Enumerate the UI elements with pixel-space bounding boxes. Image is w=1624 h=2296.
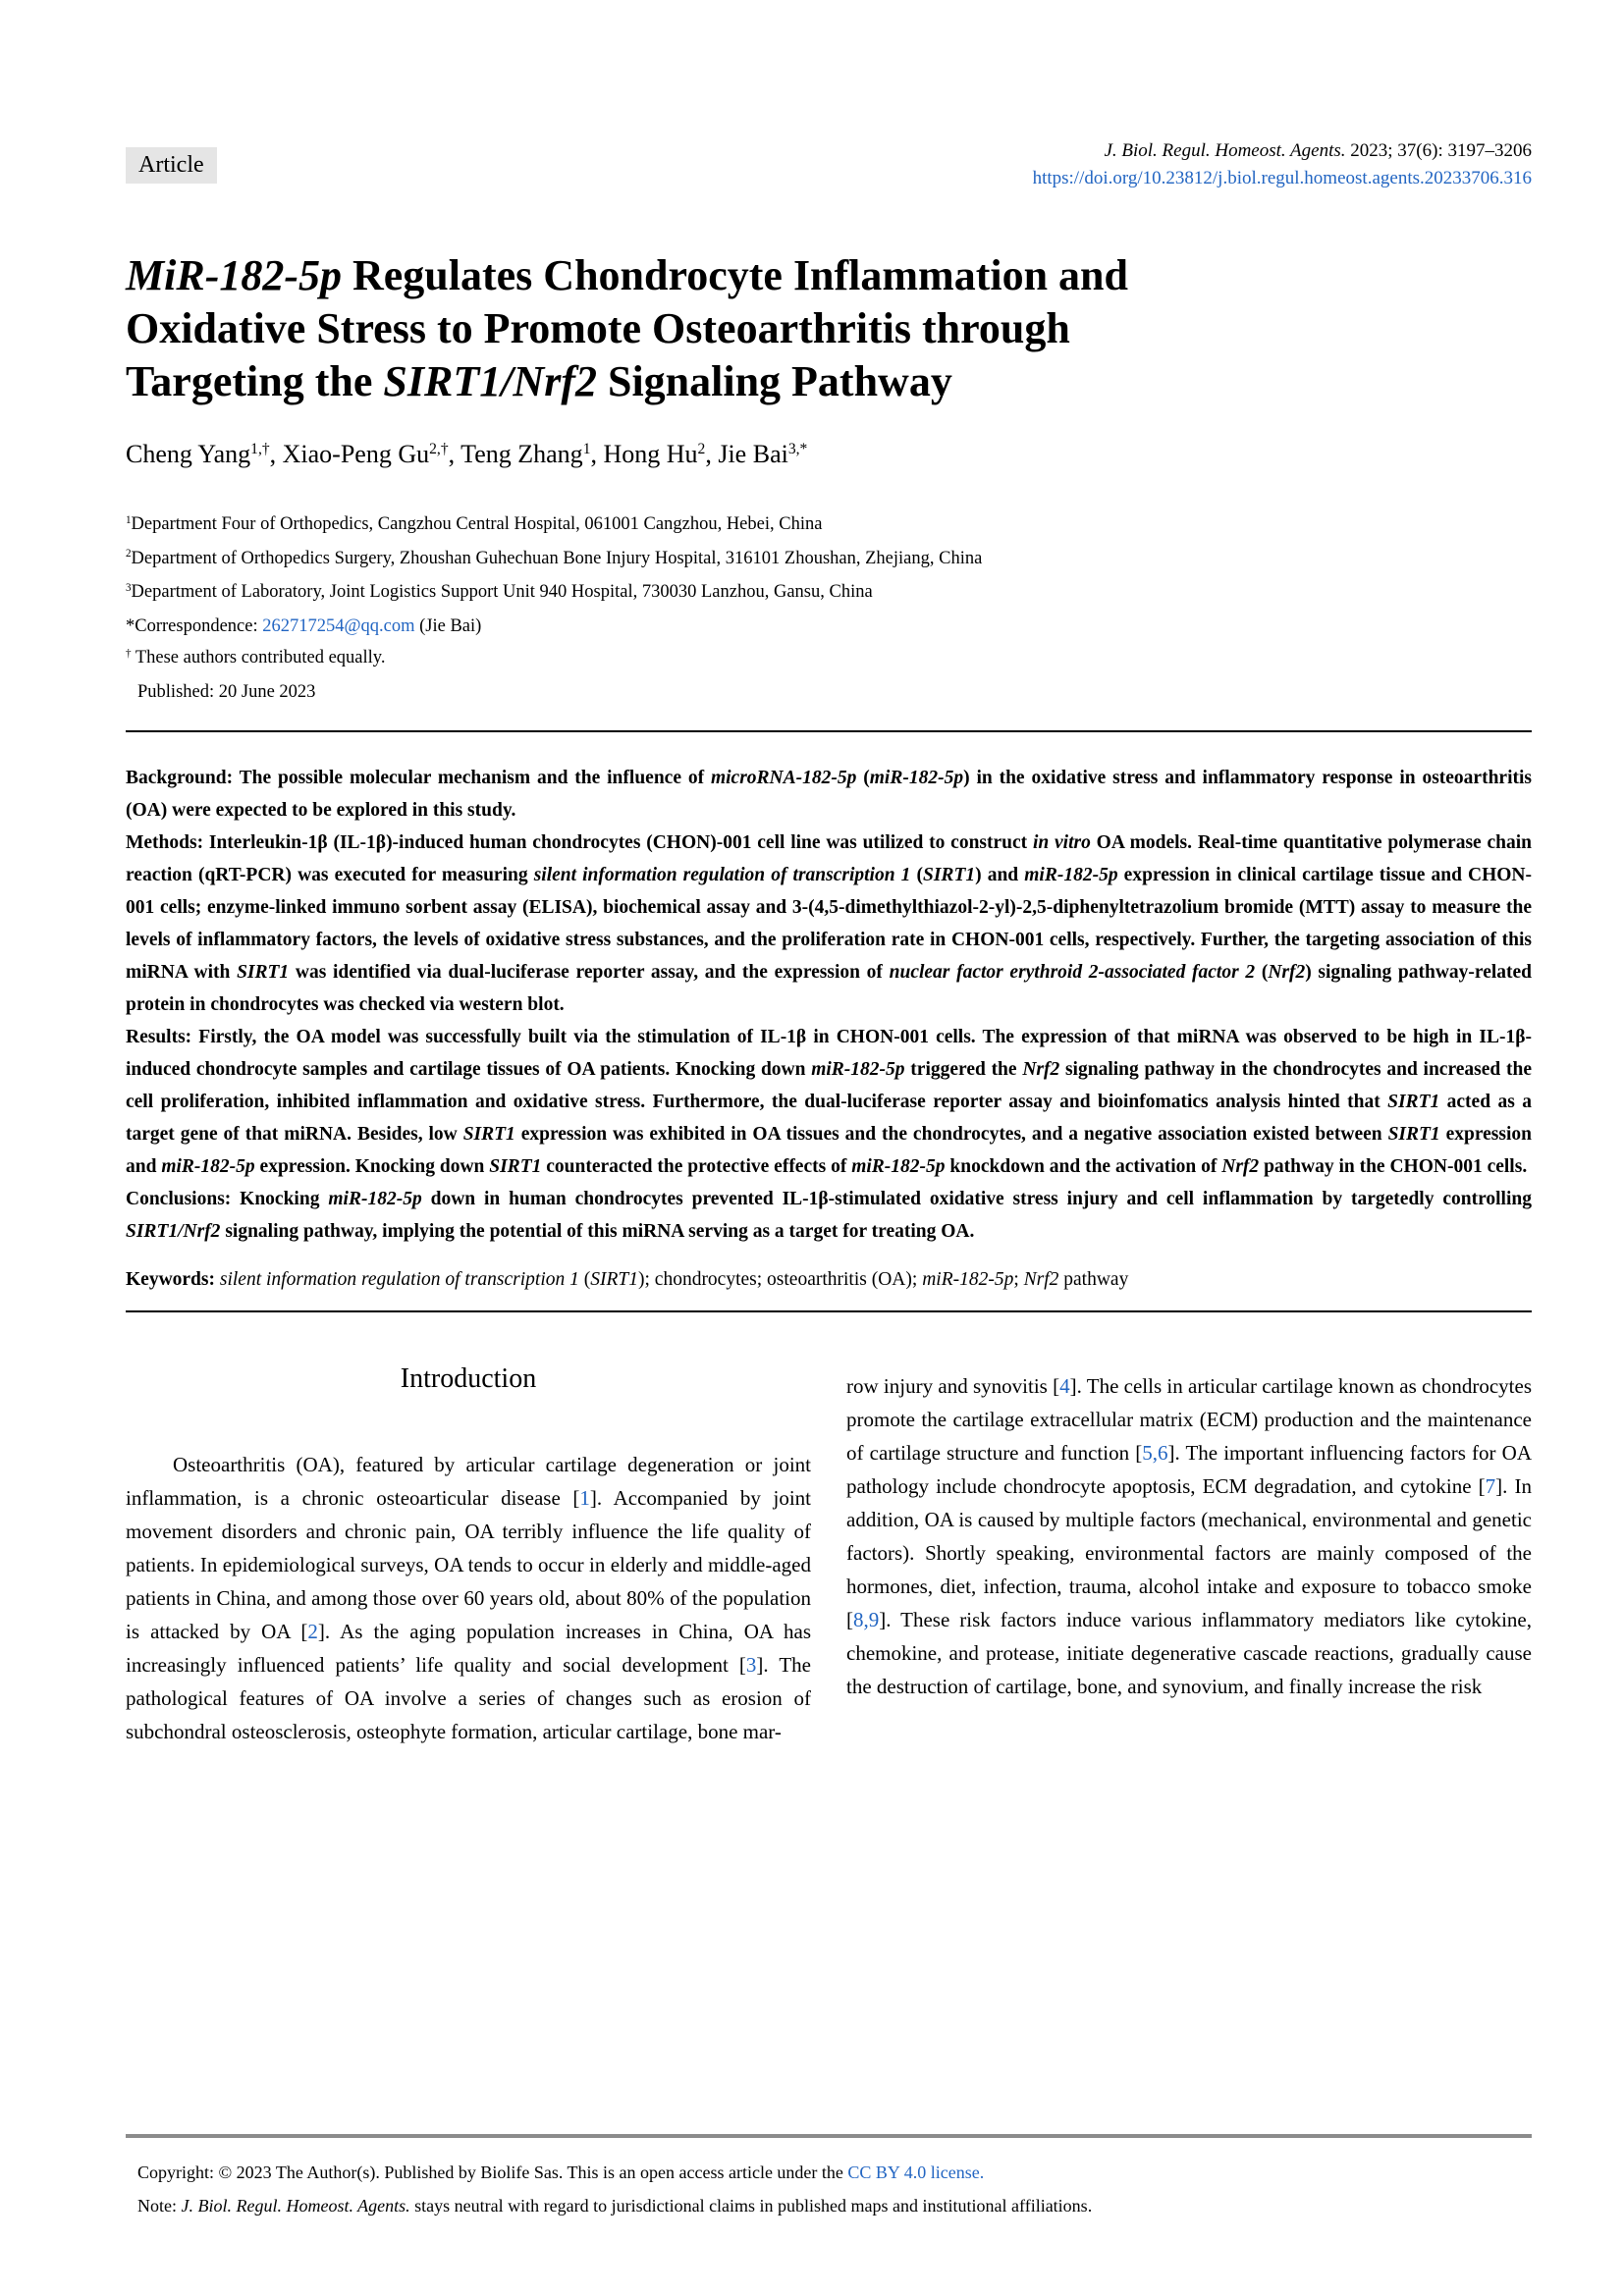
text-run: J. Biol. Regul. Homeost. Agents. [1104,140,1346,161]
text-run: row injury and synovitis [ [846,1374,1060,1398]
text-run: 2,† [429,441,449,458]
text-run: ) in the oxidative stress and inflammatory response in osteoarthritis (OA) were expected to be explored in this study. [126,768,1533,821]
text-run: miR-182-5p [811,1059,905,1080]
text-run: Keywords: [126,1269,220,1290]
paper-title [126,249,1481,408]
text-run: miR-182-5p [161,1156,255,1177]
text-run: 2 [697,441,706,458]
text-run: *Correspondence: [126,615,263,636]
text-run: Cheng Yang [126,440,251,468]
text-run: 2023; 37(6): 3197–3206 [1345,140,1532,161]
abstract-background [126,762,1532,827]
text-run: , Xiao-Peng Gu [269,440,430,468]
citation-1[interactable]: 1 [579,1486,590,1510]
text-run: ) signaling pathway-related protein in chondrocytes was checked via western blot. [126,962,1533,1015]
text-run: Conclusions: Knocking [126,1189,329,1209]
text-run: Results: Firstly, the OA model was successfully built via the stimulation of IL-1β in CHON-001 cells. The expression of that miRNA was observed to be high in IL-1β-induced chondrocyte samples and cartilage tissues of OA patients. Knocking down [126,1027,1532,1080]
text-run: acted as a target gene of that miRNA. Besides, low [126,1092,1532,1145]
text-run: Signaling Pathway [596,357,952,405]
text-run: Note: [137,2196,182,2216]
text-run: ]. As the aging population increases in China, OA has increasingly influenced patients’ life quality and social development [ [126,1620,811,1677]
affiliations-block [126,508,1532,708]
abstract [126,762,1532,1248]
text-run: Oxidative Stress to Promote Osteoarthritis through [126,304,1070,352]
text-run: SIRT1 [590,1269,638,1290]
text-run: miR-182-5p [1024,865,1118,885]
title-line-2 [126,302,1481,355]
citation-5-6[interactable]: 5,6 [1142,1441,1168,1465]
intro-left-column [126,1358,811,1748]
journal-citation [1033,137,1532,165]
text-run: silent information regulation of transcription 1 [533,865,911,885]
text-run: J. Biol. Regul. Homeost. Agents. [181,2196,410,2216]
text-run: (Jie Bai) [414,615,482,636]
text-run: 1,† [250,441,270,458]
text-run: stays neutral with regard to jurisdictional claims in published maps and institutional affiliations. [409,2196,1093,2216]
text-run: SIRT1 [462,1124,515,1145]
text-run: 2 [126,548,132,561]
citation-4[interactable]: 4 [1059,1374,1070,1398]
text-run: knockdown and the activation of [945,1156,1222,1177]
text-run: Nrf2 [1023,1269,1059,1290]
text-run: 1 [126,513,132,526]
published-date: Published: 20 June 2023 [137,681,316,702]
text-run: expression. Knocking down [254,1156,490,1177]
keywords-line [126,1269,1532,1291]
text-run: Department of Laboratory, Joint Logistics Support Unit 940 Hospital, 730030 Lanzhou, Gansu, China [131,582,873,602]
text-run: Copyright: © 2023 The Author(s). Published by Biolife Sas. This is an open access article under the [137,2163,848,2182]
abstract-results [126,1021,1532,1183]
text-run: Nrf2 [1221,1156,1260,1177]
text-run: signaling pathway, implying the potential of this miRNA serving as a target for treating OA. [220,1221,975,1242]
journal-note-line [137,2189,1542,2222]
affiliation-3 [126,576,1532,611]
text-run: ]. Accompanied by joint movement disorders and chronic pain, OA terribly influence the life quality of patients. In epidemiological surveys, OA tends to occur in elderly and middle-aged patients in China, and among those over 60 years old, about 80% of the population is attacked by OA [ [126,1486,811,1643]
citation-2[interactable]: 2 [307,1620,318,1643]
text-run: ( [1255,962,1269,983]
title-line-3 [126,355,1481,408]
footer-rule [126,2134,1532,2138]
text-run: 3 [126,581,132,594]
affiliation-1 [126,508,1532,543]
text-run: expression and [126,1124,1532,1177]
equal-contribution-note [126,642,1532,676]
text-run: Regulates Chondrocyte Inflammation and [342,251,1129,299]
text-run: ]. The pathological features of OA involve a series of changes such as erosion of subchondral osteosclerosis, osteophyte formation, articular cartilage, bone mar- [126,1653,812,1743]
text-run: miR-182-5p [922,1269,1014,1290]
abstract-top-rule [126,730,1532,732]
text-run: OA models. Real-time quantitative polymerase chain reaction (qRT-PCR) was executed for measuring [126,832,1533,885]
text-run: expression was exhibited in OA tissues and the chondrocytes, and a negative association existed between [514,1124,1388,1145]
page-header [126,137,1532,192]
text-run: SIRT1 [489,1156,542,1177]
text-run: Department Four of Orthopedics, Cangzhou Central Hospital, 061001 Cangzhou, Hebei, China [131,514,823,534]
text-run: These authors contributed equally. [131,648,386,667]
text-run: miR-182-5p [328,1189,422,1209]
text-run: 1 [582,441,591,458]
text-run: miR-182-5p [851,1156,946,1177]
text-run: SIRT1/Nrf2 [383,357,597,405]
text-run: down in human chondrocytes prevented IL-1β-stimulated oxidative stress injury and cell inflammation by targetedly controlling [421,1189,1532,1209]
text-run: ]. The cells in articular cartilage known as chondrocytes promote the cartilage extracellular matrix (ECM) production and the maintenance of cartilage structure and function [ [846,1374,1532,1465]
text-run: , Teng Zhang [448,440,583,468]
text-run: Osteoarthritis (OA), featured by articular cartilage degeneration or joint inflammation, is a chronic osteoarticular disease [ [126,1453,811,1510]
intro-paragraph-left [126,1448,811,1748]
abstract-methods [126,827,1532,1021]
text-run: MiR-182-5p [126,251,342,299]
journal-info [1033,137,1532,192]
text-run: SIRT1 [1387,1092,1440,1112]
introduction-section [126,1358,1532,1748]
text-run: ) and [975,865,1025,885]
text-run: SIRT1 [237,962,290,983]
text-run: Background: The possible molecular mechanism and the influence of [126,768,711,788]
text-run: 3,* [787,441,808,458]
correspondence-line [126,611,1532,643]
citation-3[interactable]: 3 [745,1653,757,1677]
text-run: signaling pathway in the chondrocytes and increased the cell proliferation, inhibited inflammation and oxidative stress. Furthermore, the dual-luciferase reporter assay and bioinfomatics analysis hinted that [126,1059,1532,1112]
text-run: ( [578,1269,591,1290]
text-run: Methods: Interleukin-1β (IL-1β)-induced human chondrocytes (CHON)-001 cell line was utilized to construct [126,832,1033,853]
text-run: , Hong Hu [590,440,698,468]
text-run: SIRT1/Nrf2 [126,1221,221,1242]
text-run: in vitro [1032,832,1091,853]
email-link[interactable]: 262717254@qq.com [262,615,415,636]
title-line-1 [126,249,1481,302]
text-run: ; [1013,1269,1024,1290]
text-run: ( [856,768,870,788]
text-run: Department of Orthopedics Surgery, Zhoushan Guhechuan Bone Injury Hospital, 316101 Zhoushan, Zhejiang, China [131,548,983,568]
copyright-line [137,2156,1542,2189]
text-run: triggered the [904,1059,1023,1080]
affiliation-2 [126,543,1532,577]
text-run: nuclear factor erythroid 2-associated factor 2 [889,962,1256,983]
text-run: pathway in the CHON-001 cells. [1259,1156,1528,1177]
author-list [126,440,1532,469]
text-run: ]. These risk factors induce various inflammatory mediators like cytokine, chemokine, and protease, initiate degenerative cascade reactions, gradually cause the destruction of cartilage, bone, and synovium, and finally increase the risk [846,1608,1532,1698]
text-run: silent information regulation of transcription 1 [219,1269,579,1290]
text-run: counteracted the protective effects of [541,1156,852,1177]
text-run: SIRT1 [1387,1124,1440,1145]
citation-8-9[interactable]: 8,9 [853,1608,880,1631]
text-run: was identified via dual-luciferase reporter assay, and the expression of [289,962,890,983]
text-run: † [126,647,132,660]
article-type-badge: Article [126,147,217,184]
cc-by-license-link[interactable]: CC BY 4.0 license. [847,2163,985,2182]
text-run: pathway [1058,1269,1129,1290]
introduction-heading: Introduction [400,1363,537,1394]
text-run: ( [910,865,923,885]
abstract-conclusions [126,1183,1532,1248]
doi-link[interactable]: https://doi.org/10.23812/j.biol.regul.homeost.agents.20233706.316 [1032,168,1532,188]
text-run: Targeting the [126,357,384,405]
text-run: ); chondrocytes; osteoarthritis (OA); [638,1269,923,1290]
text-run: Nrf2 [1022,1059,1060,1080]
text-run: expression in clinical cartilage tissue and CHON-001 cells; enzyme-linked immuno sorbent assay (ELISA), biochemical assay and 3-(4,5-dimethylthiazol-2-yl)-2,5-diphenyltetrazolium bromide (MTT) assay to measure the levels of inflammatory factors, the levels of oxidative stress substances, and the proliferation rate in CHON-001 cells, respectively. Further, the targeting association of this miRNA with [126,865,1533,983]
text-run: , Jie Bai [705,440,788,468]
text-run: ]. The important influencing factors for OA pathology include chondrocyte apoptosis, ECM degradation, and cytokine [ [846,1441,1532,1498]
text-run: Nrf2 [1268,962,1306,983]
citation-7[interactable]: 7 [1485,1474,1496,1498]
intro-right-column [846,1358,1532,1748]
text-run: miR-182-5p [869,768,964,788]
text-run: microRNA-182-5p [710,768,857,788]
page-footer [137,2156,1542,2222]
main-content [126,730,1532,1748]
text-run: SIRT1 [923,865,976,885]
intro-paragraph-right [846,1369,1532,1703]
text-run: ]. In addition, OA is caused by multiple factors (mechanical, environmental and genetic factors). Shortly speaking, environmental factors are mainly composed of the hormones, diet, infection, trauma, alcohol intake and exposure to tobacco smoke [ [846,1474,1532,1631]
keywords-bottom-rule [126,1310,1532,1312]
